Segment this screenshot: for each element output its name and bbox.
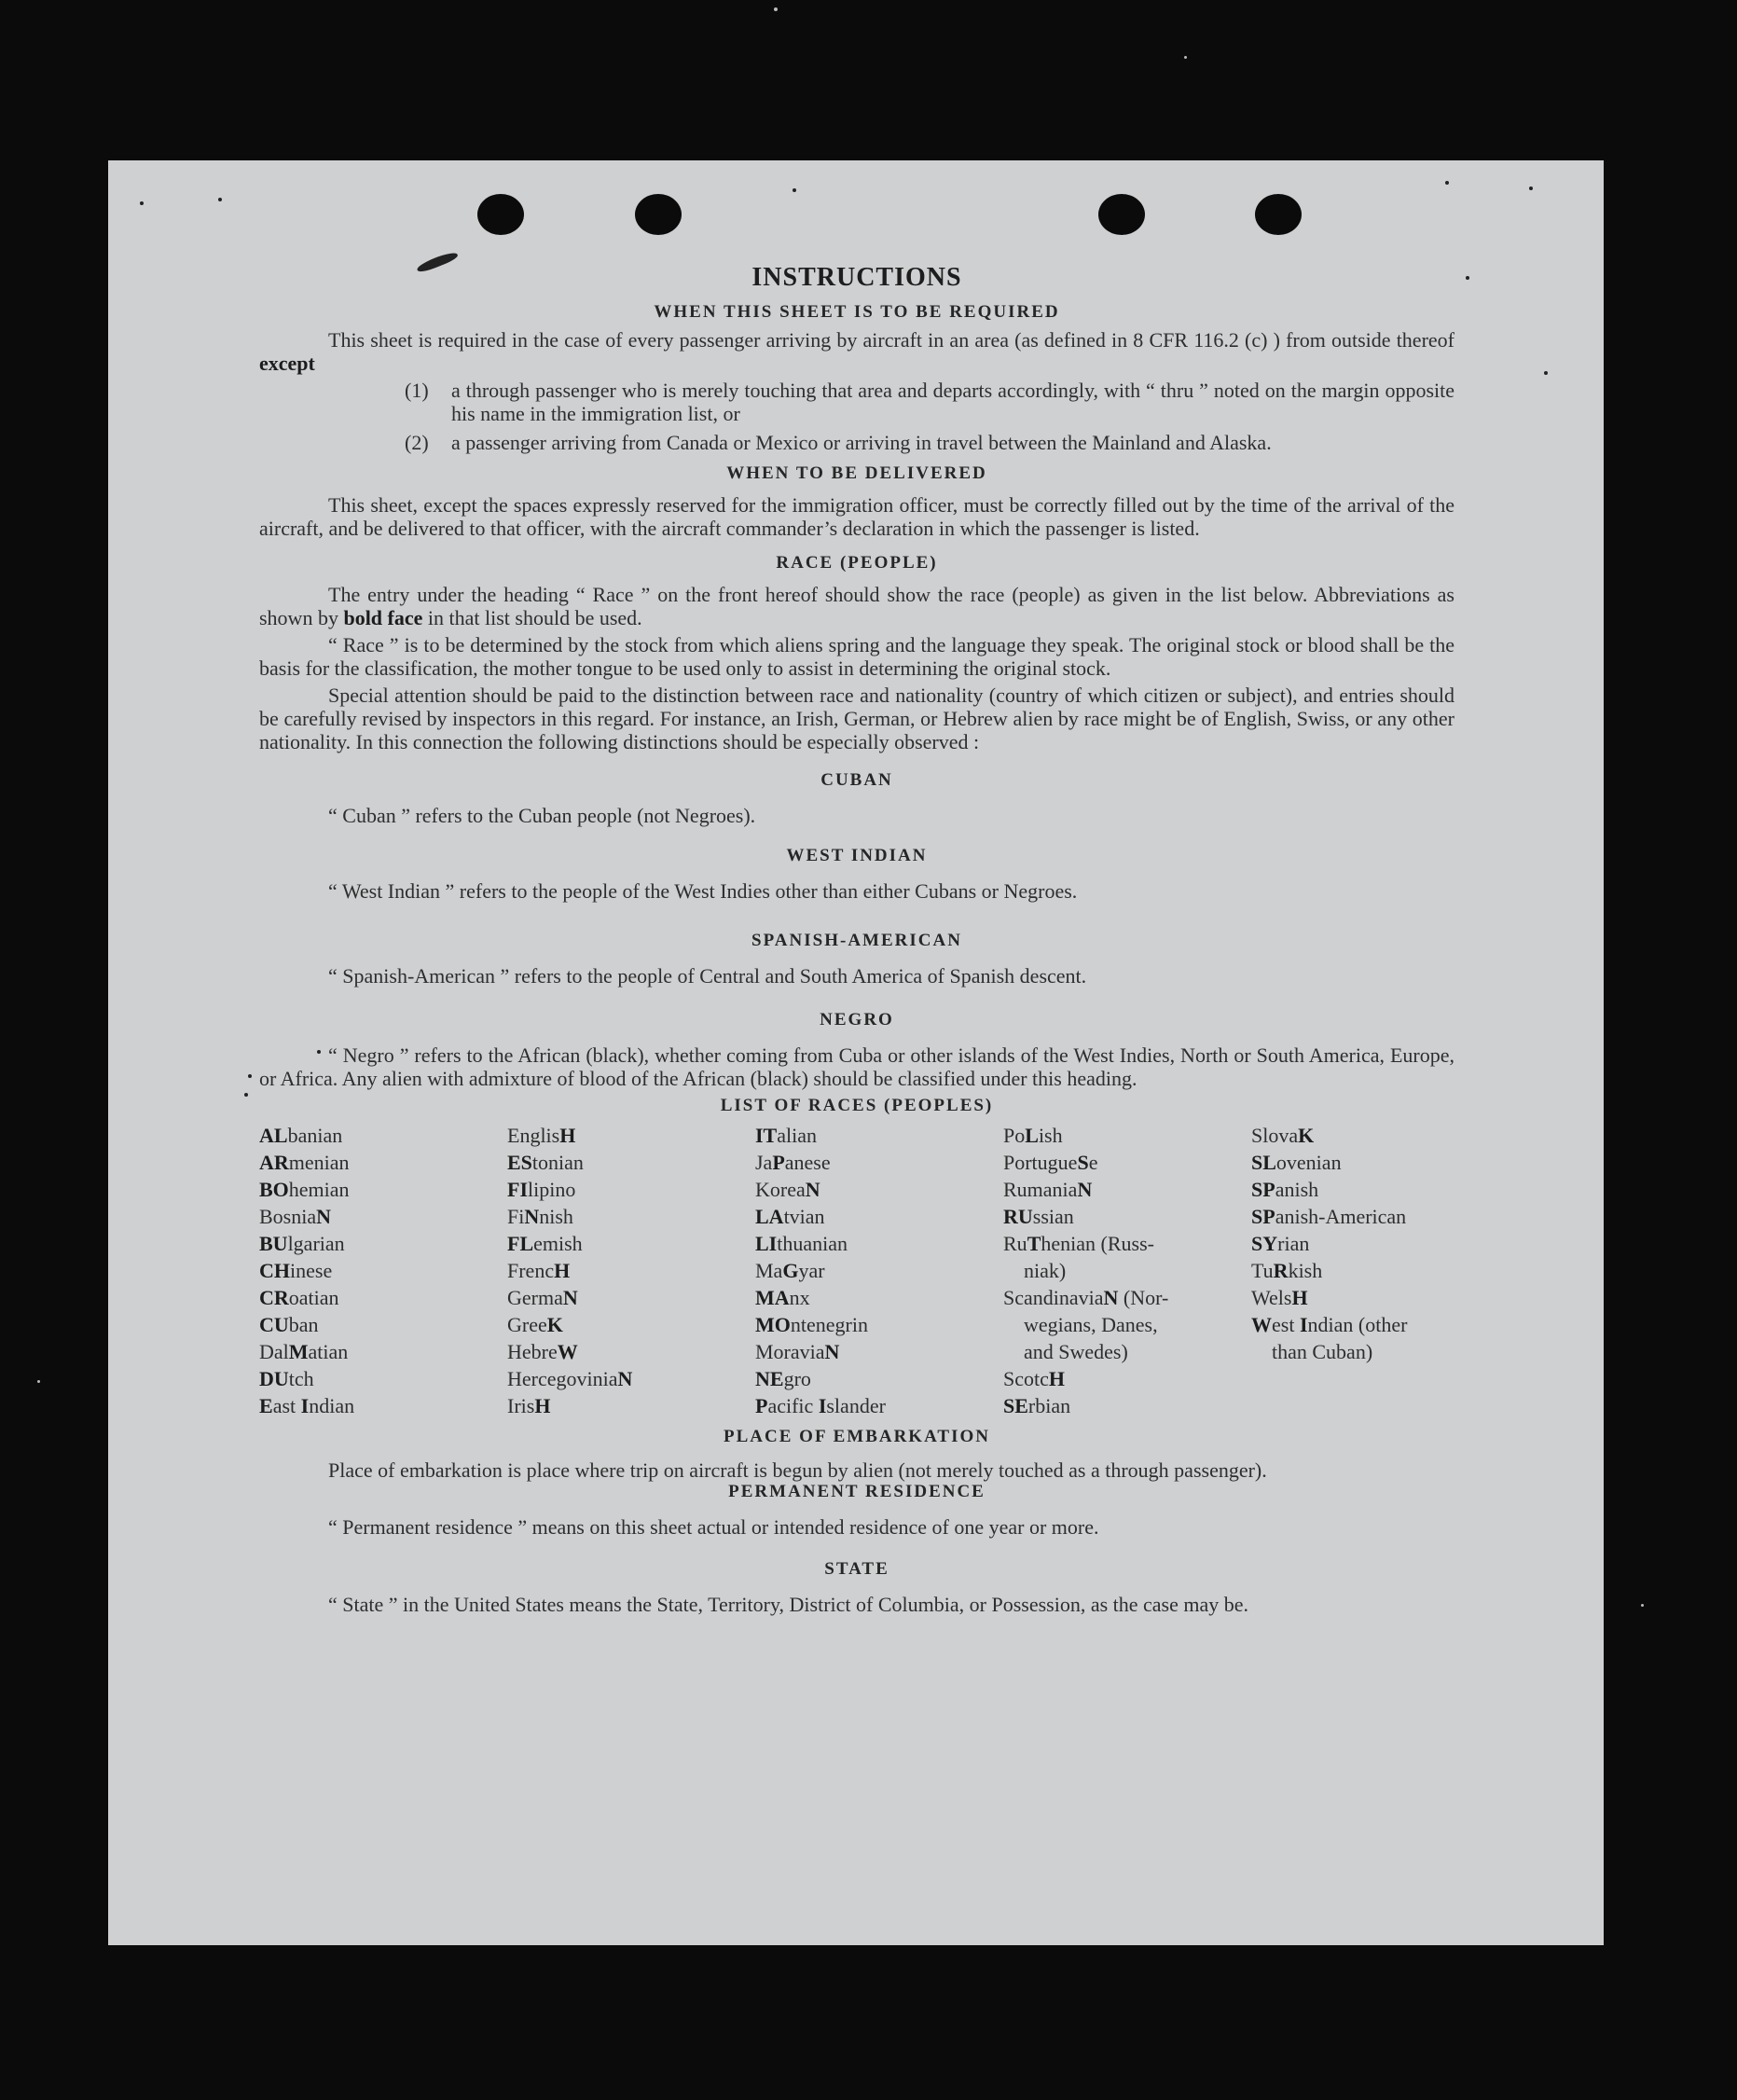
heading-west-indian: WEST INDIAN (786, 846, 928, 865)
exception-item-1: (1) a through passenger who is merely touching that area and departs accordingly, with “ thru ” noted on the margin opposite his name in the immigration list, or (405, 379, 1454, 425)
heading-when-required: WHEN THIS SHEET IS TO BE REQUIRED (654, 302, 1060, 322)
race-entry: MOntenegrin (755, 1313, 868, 1336)
race-entry: EnglisH (507, 1124, 576, 1147)
race-entry: BUlgarian (259, 1232, 345, 1255)
race-column (507, 1122, 755, 1419)
race-entry: BosniaN (259, 1205, 332, 1228)
race-entry: and Swedes) (1024, 1340, 1128, 1363)
spanish-american-text: “ Spanish-American ” refers to the people of Central and South America of Spanish descent. (328, 964, 1087, 988)
race-entry: EStonian (507, 1151, 584, 1174)
west-indian-text: “ West Indian ” refers to the people of the West Indies other than either Cubans or Negroes. (328, 879, 1078, 903)
scan-dot (218, 198, 222, 201)
scan-speck (1641, 1604, 1644, 1607)
race-entry: CHinese (259, 1259, 333, 1282)
race-entry: LIthuanian (755, 1232, 848, 1255)
race-entry: RuThenian (Russ- (1003, 1232, 1154, 1255)
scan-dot (793, 188, 796, 192)
race-entry: GermaN (507, 1286, 578, 1309)
race-entry: IrisH (507, 1394, 551, 1417)
race-entry: CUban (259, 1313, 319, 1336)
race-entry: ScandinaviaN (Nor- (1003, 1286, 1169, 1309)
race-entry: HebreW (507, 1340, 578, 1363)
race-column (1251, 1122, 1454, 1419)
race-entry: SlovaK (1251, 1124, 1315, 1147)
race-entry: SErbian (1003, 1394, 1071, 1417)
race-entry: NEgro (755, 1367, 811, 1390)
race-entry: wegians, Danes, (1024, 1313, 1158, 1336)
race-column (1003, 1122, 1251, 1419)
scan-dot (244, 1093, 248, 1097)
race-entry: SLovenian (1251, 1151, 1342, 1174)
race-entry: PoLish (1003, 1124, 1063, 1147)
scan-dot (1544, 371, 1548, 375)
negro-text: “ Negro ” refers to the African (black), whether coming from Cuba or other islands of the West Indies, North or South America, Europe, or Africa. Any alien with admixture of blood of the African (black) should be classified under this heading. (259, 1043, 1454, 1090)
race-entry: GreeK (507, 1313, 563, 1336)
race-entry: East Indian (259, 1394, 355, 1417)
race-entry: ALbanian (259, 1124, 343, 1147)
scan-dot (1529, 187, 1533, 190)
scan-dot (1466, 276, 1469, 280)
race-entry: RumaniaN (1003, 1178, 1093, 1201)
scan-speck (37, 1380, 40, 1383)
punch-hole (477, 194, 524, 235)
race-entry: SYrian (1251, 1232, 1310, 1255)
race-entry: FLemish (507, 1232, 583, 1255)
instructions-content (259, 263, 1454, 1616)
delivered-text: This sheet, except the spaces expressly reserved for the immigration officer, must be correctly filled out by the time of the arrival of the aircraft, and be delivered to that officer, with the aircraft commander’s declaration in which the passenger is listed. (259, 493, 1454, 540)
cuban-text: “ Cuban ” refers to the Cuban people (not Negroes). (328, 804, 756, 827)
race-paragraph-2: “ Race ” is to be determined by the stock from which aliens spring and the language they speak. The original stock or blood shall be the basis for the classification, the mother tongue to be used only to assist in determining the original stock. (259, 633, 1454, 680)
race-entry: HercegoviniaN (507, 1367, 633, 1390)
exception-item-2: (2) a passenger arriving from Canada or Mexico or arriving in travel between the Mainland and Alaska. (405, 431, 1272, 454)
race-entry: ARmenian (259, 1151, 350, 1174)
heading-residence: PERMANENT RESIDENCE (728, 1482, 986, 1501)
heading-race: RACE (PEOPLE) (776, 553, 938, 573)
page-title: INSTRUCTIONS (751, 263, 962, 292)
race-column (259, 1122, 507, 1419)
heading-embarkation: PLACE OF EMBARKATION (724, 1427, 990, 1446)
race-list (259, 1122, 1454, 1419)
race-paragraph-1: The entry under the heading “ Race ” on the front hereof should show the race (people) as given in the list below. Abbreviations as shown by bold face in that list should be used. (259, 583, 1454, 629)
race-entry: RUssian (1003, 1205, 1074, 1228)
race-entry: BOhemian (259, 1178, 350, 1201)
race-entry: TuRkish (1251, 1259, 1323, 1282)
race-paragraph-3: Special attention should be paid to the distinction between race and nationality (country of which citizen or subject), and entries should be carefully revised by inspectors in this regard. For instance, an Irish, German, or Hebrew alien by race might be of English, Swiss, or any other nationality. In this connection the following distinctions should be especially observed : (259, 684, 1454, 753)
punch-hole (1255, 194, 1302, 235)
race-entry: DUtch (259, 1367, 314, 1390)
state-text: “ State ” in the United States means the State, Territory, District of Columbia, or Possession, as the case may be. (328, 1593, 1249, 1616)
race-entry: niak) (1024, 1259, 1067, 1282)
race-entry: CRoatian (259, 1286, 339, 1309)
race-column (755, 1122, 1003, 1419)
scan-speck (774, 7, 778, 11)
race-entry: PortugueSe (1003, 1151, 1098, 1174)
scan-dot (248, 1074, 252, 1078)
race-entry: WelsH (1251, 1286, 1308, 1309)
race-entry: FiNnish (507, 1205, 573, 1228)
race-entry: ScotcH (1003, 1367, 1066, 1390)
heading-list-of-races: LIST OF RACES (PEOPLES) (720, 1096, 994, 1115)
race-entry: DalMatian (259, 1340, 349, 1363)
race-entry: MaGyar (755, 1259, 825, 1282)
race-entry: JaPanese (755, 1151, 831, 1174)
race-entry: LAtvian (755, 1205, 825, 1228)
race-entry: FrencH (507, 1259, 571, 1282)
residence-text: “ Permanent residence ” means on this sheet actual or intended residence of one year or more. (328, 1515, 1099, 1539)
punch-hole (1098, 194, 1145, 235)
race-entry: MAnx (755, 1286, 810, 1309)
punch-hole (635, 194, 682, 235)
race-entry: MoraviaN (755, 1340, 840, 1363)
race-entry: SPanish (1251, 1178, 1319, 1201)
scan-speck (1184, 56, 1187, 59)
heading-when-delivered: WHEN TO BE DELIVERED (726, 463, 987, 483)
race-entry: West Indian (other (1251, 1313, 1408, 1336)
race-entry: SPanish-American (1251, 1205, 1407, 1228)
race-entry: than Cuban) (1272, 1340, 1373, 1363)
heading-state: STATE (824, 1559, 889, 1579)
heading-spanish-american: SPANISH-AMERICAN (751, 931, 962, 950)
document-page (108, 160, 1604, 1945)
required-intro: This sheet is required in the case of every passenger arriving by aircraft in an area (as defined in 8 CFR 116.2 (c) ) from outside thereof except (259, 328, 1454, 375)
race-entry: ITalian (755, 1124, 818, 1147)
heading-negro: NEGRO (820, 1010, 894, 1029)
race-entry: Pacific Islander (755, 1394, 886, 1417)
race-entry: KoreaN (755, 1178, 820, 1201)
race-entry: FIlipino (507, 1178, 576, 1201)
scan-dot (1445, 181, 1449, 185)
scan-dot (140, 201, 144, 205)
embarkation-text: Place of embarkation is place where trip on aircraft is begun by alien (not merely touched as a through passenger). (328, 1458, 1267, 1482)
heading-cuban: CUBAN (820, 770, 893, 790)
